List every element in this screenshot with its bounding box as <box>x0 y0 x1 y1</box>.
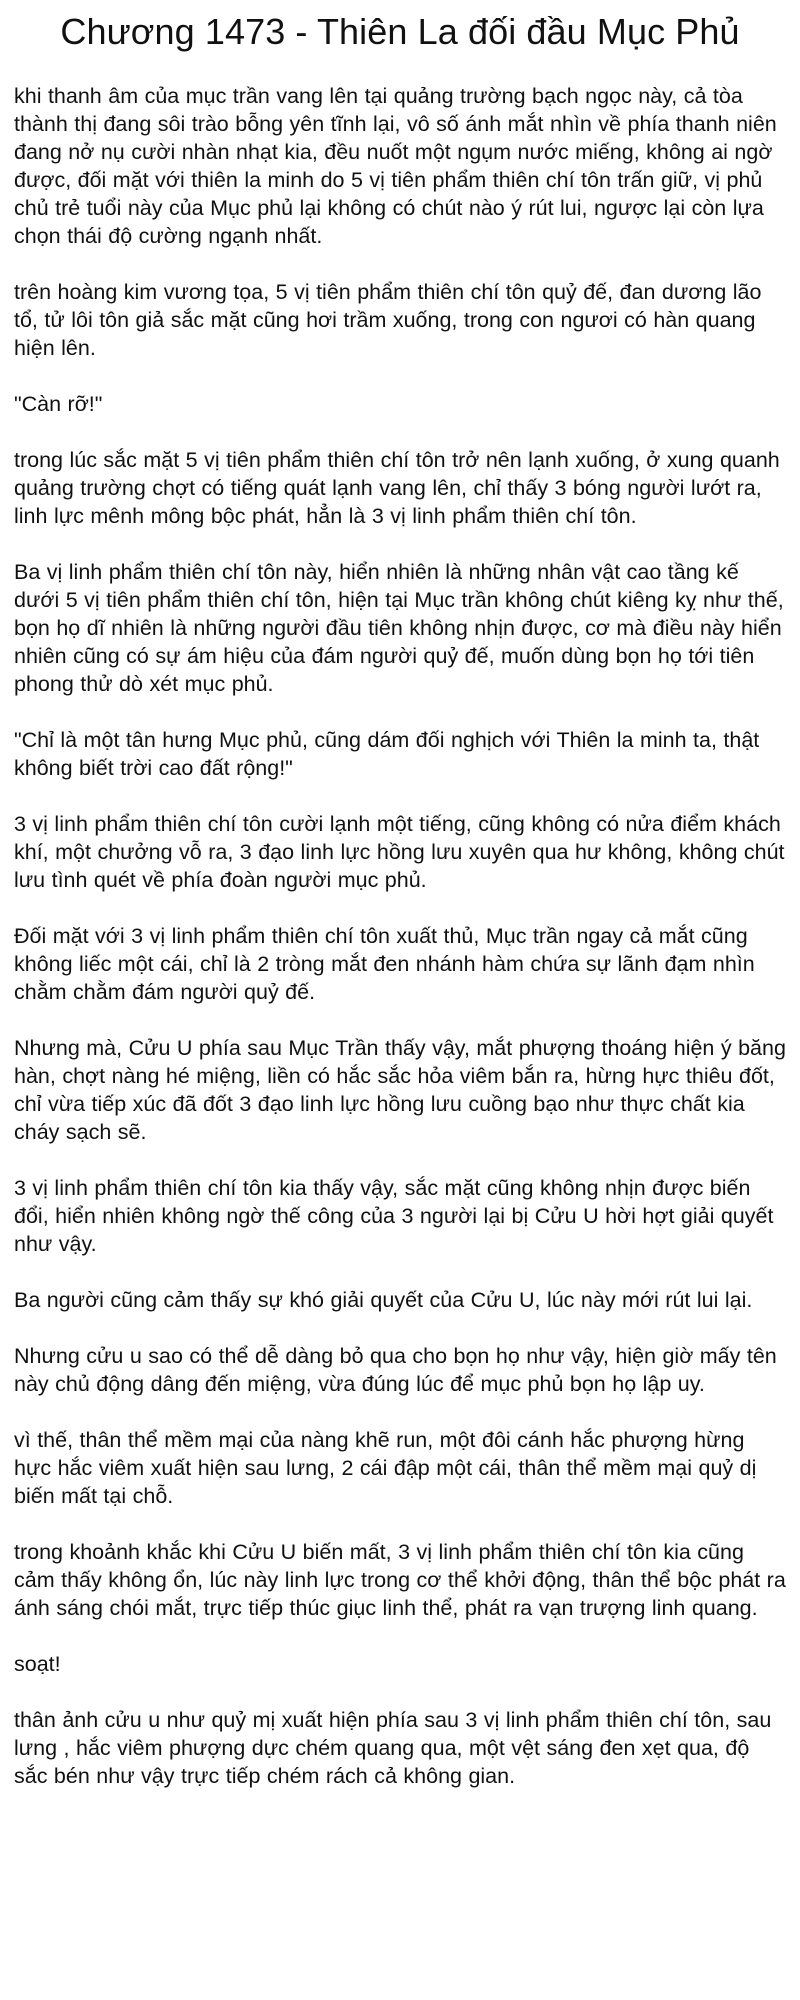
paragraph: Ba người cũng cảm thấy sự khó giải quyết của Cửu U, lúc này mới rút lui lại. <box>14 1288 753 1312</box>
chapter-title: Chương 1473 - Thiên La đối đầu Mục Phủ <box>60 11 740 52</box>
paragraph: trong lúc sắc mặt 5 vị tiên phẩm thiên chí tôn trở nên lạnh xuống, ở xung quanh quảng trường chợt có tiếng quát lạnh vang lên, chỉ thấy 3 bóng người lướt ra, linh lực mênh mông bộc phát, hẳn là 3 vị linh phẩm thiên chí tôn. <box>14 448 780 528</box>
paragraph: 3 vị linh phẩm thiên chí tôn cười lạnh một tiếng, cũng không có nửa điểm khách khí, một chưởng vỗ ra, 3 đạo linh lực hồng lưu xuyên qua hư không, không chút lưu tình quét về phía đoàn người mục phủ. <box>14 812 785 892</box>
paragraph: thân ảnh cửu u như quỷ mị xuất hiện phía sau 3 vị linh phẩm thiên chí tôn, sau lưng , hắc viêm phượng dực chém quang qua, một vệt sáng đen xẹt qua, độ sắc bén như vậy trực tiếp chém rách cả không gian. <box>14 1708 772 1788</box>
paragraph: "Càn rỡ!" <box>14 392 103 416</box>
paragraph: khi thanh âm của mục trần vang lên tại quảng trường bạch ngọc này, cả tòa thành thị đang sôi trào bỗng yên tĩnh lại, vô số ánh mắt nhìn về phía thanh niên đang nở nụ cười nhàn nhạt kia, đều nuốt một ngụm nước miếng, không ai ngờ được, đối mặt với thiên la minh do 5 vị tiên phẩm thiên chí tôn trấn giữ, vị phủ chủ trẻ tuổi này của Mục phủ lại không có chút nào ý rút lui, ngược lại còn lựa chọn thái độ cường ngạnh nhất. <box>14 84 777 248</box>
paragraph: "Chỉ là một tân hưng Mục phủ, cũng dám đối nghịch với Thiên la minh ta, thật không biết trời cao đất rộng!" <box>14 728 760 780</box>
paragraph: Nhưng mà, Cửu U phía sau Mục Trần thấy vậy, mắt phượng thoáng hiện ý băng hàn, chợt nàng hé miệng, liền có hắc sắc hỏa viêm bắn ra, hừng hực thiêu đốt, chỉ vừa tiếp xúc đã đốt 3 đạo linh lực hồng lưu cuồng bạo như thực chất kia cháy sạch sẽ. <box>14 1036 786 1144</box>
paragraph: vì thế, thân thể mềm mại của nàng khẽ run, một đôi cánh hắc phượng hừng hực hắc viêm xuất hiện sau lưng, 2 cái đập một cái, thân thể mềm mại quỷ dị biến mất tại chỗ. <box>14 1428 757 1508</box>
paragraph: Đối mặt với 3 vị linh phẩm thiên chí tôn xuất thủ, Mục trần ngay cả mắt cũng không liếc một cái, chỉ là 2 tròng mắt đen nhánh hàm chứa sự lãnh đạm nhìn chằm chằm đám người quỷ đế. <box>14 924 755 1004</box>
paragraph: Nhưng cửu u sao có thể dễ dàng bỏ qua cho bọn họ như vậy, hiện giờ mấy tên này chủ động dâng đến miệng, vừa đúng lúc để mục phủ bọn họ lập uy. <box>14 1344 777 1396</box>
paragraph: trong khoảnh khắc khi Cửu U biến mất, 3 vị linh phẩm thiên chí tôn kia cũng cảm thấy không ổn, lúc này linh lực trong cơ thể khởi động, thân thể bộc phát ra ánh sáng chói mắt, trực tiếp thúc giục linh thể, phát ra vạn trượng linh quang. <box>14 1540 786 1620</box>
paragraph: trên hoàng kim vương tọa, 5 vị tiên phẩm thiên chí tôn quỷ đế, đan dương lão tổ, tử lôi tôn giả sắc mặt cũng hơi trầm xuống, trong con ngươi có hàn quang hiện lên. <box>14 280 762 360</box>
chapter-body <box>14 82 786 1790</box>
paragraph: Ba vị linh phẩm thiên chí tôn này, hiển nhiên là những nhân vật cao tầng kế dưới 5 vị tiên phẩm thiên chí tôn, hiện tại Mục trần không chút kiêng kỵ như thế, bọn họ dĩ nhiên là những người đầu tiên không nhịn được, cơ mà điều này hiển nhiên cũng có sự ám hiệu của đám người quỷ đế, muốn dùng bọn họ tới tiên phong thử dò xét mục phủ. <box>14 560 784 696</box>
paragraph: soạt! <box>14 1652 61 1676</box>
paragraph: 3 vị linh phẩm thiên chí tôn kia thấy vậy, sắc mặt cũng không nhịn được biến đổi, hiển nhiên không ngờ thế công của 3 người lại bị Cửu U hời hợt giải quyết như vậy. <box>14 1176 774 1256</box>
